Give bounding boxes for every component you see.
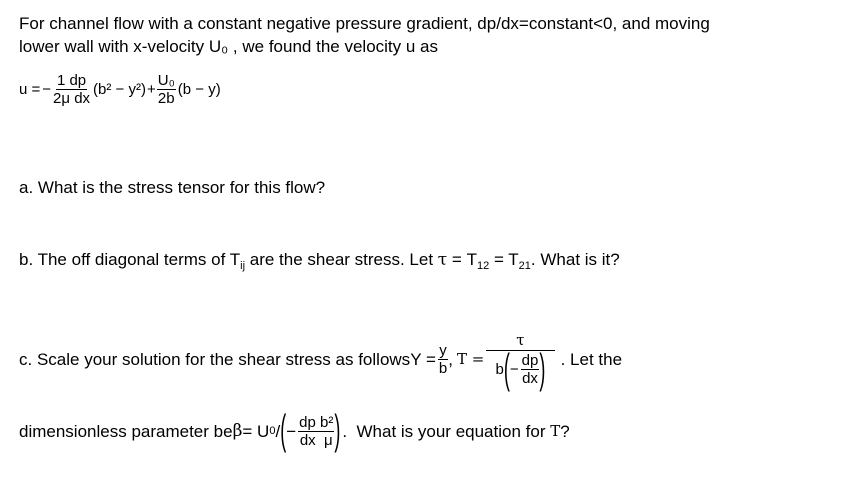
tensor-subscript-ij: ij [240, 260, 246, 272]
right-paren-beta: ) [334, 406, 341, 453]
question-b-text: b. The off diagonal terms of T [19, 250, 241, 269]
dimensionless-line [19, 408, 570, 454]
dx-denominator: dx [522, 369, 538, 387]
y-over-b-fraction [438, 343, 448, 376]
question-b-mid: are the shear stress. Let [245, 250, 438, 269]
question-c-text: c. Scale your solution for the shear stress as follows [19, 349, 411, 369]
beta-fraction [298, 415, 334, 448]
equation-lhs: u = [19, 81, 41, 98]
comma: , [448, 349, 453, 369]
scaled-y-label: Y = [410, 349, 436, 369]
b-denominator: b [438, 359, 448, 377]
question-b-end: . What is it? [530, 250, 620, 269]
tau-numerator: τ [486, 333, 554, 351]
beta-symbol: β [232, 420, 243, 441]
tau-symbol: τ [437, 250, 448, 270]
equation-minus: − [42, 81, 52, 98]
question-b [19, 248, 620, 278]
b-factor: b [495, 360, 504, 378]
velocity-fraction-numerator: U₀ [157, 72, 175, 89]
t-symbol: T [550, 421, 561, 440]
scaled-t-label: T = [456, 349, 485, 368]
dimensionless-text: dimensionless parameter be [19, 421, 233, 441]
equation-term-1: (b² − y²) [93, 81, 146, 98]
dp-numerator: dp [521, 351, 539, 369]
pressure-fraction [52, 73, 91, 106]
equation-term-2: (b − y) [177, 81, 221, 98]
beta-denominator: dx μ [299, 431, 333, 449]
pressure-fraction-numerator: 1 dp [56, 72, 87, 89]
tau-scale-denominator [495, 346, 547, 392]
equals-u: = U [242, 421, 270, 441]
intro-line-1: For channel flow with a constant negative pressure gradient, dp/dx=constant<0, and moving [19, 14, 710, 33]
beta-numerator: dp b² [299, 413, 334, 431]
dimensionless-end: . What is your equation for [342, 421, 551, 441]
dpdx-fraction [521, 353, 540, 386]
question-c [19, 329, 623, 392]
velocity-fraction [157, 73, 176, 106]
equals-t21: = T [489, 250, 519, 269]
question-c-end: . Let the [560, 349, 623, 369]
slash: / [275, 421, 281, 441]
equation-plus: + [146, 81, 156, 98]
question-mark: ? [560, 421, 570, 441]
minus-sign: − [509, 360, 519, 378]
y-numerator: y [439, 341, 447, 359]
intro-line-2: lower wall with x-velocity U₀ , we found the velocity u as [19, 37, 438, 56]
left-paren: ( [503, 346, 510, 392]
minus-beta: − [286, 421, 297, 441]
left-paren-beta: ( [280, 406, 287, 453]
right-paren: ) [539, 346, 546, 392]
equals-t12: = T [447, 250, 477, 269]
velocity-equation [19, 73, 221, 106]
subscript-12: 12 [476, 260, 490, 272]
tau-scale-fraction [486, 330, 554, 392]
subscript-0: 0 [269, 424, 276, 437]
velocity-fraction-denominator: 2b [157, 90, 175, 107]
subscript-21: 21 [518, 260, 531, 272]
pressure-fraction-denominator: 2μ dx [53, 90, 91, 107]
question-a: a. What is the stress tensor for this flow? [19, 178, 326, 197]
